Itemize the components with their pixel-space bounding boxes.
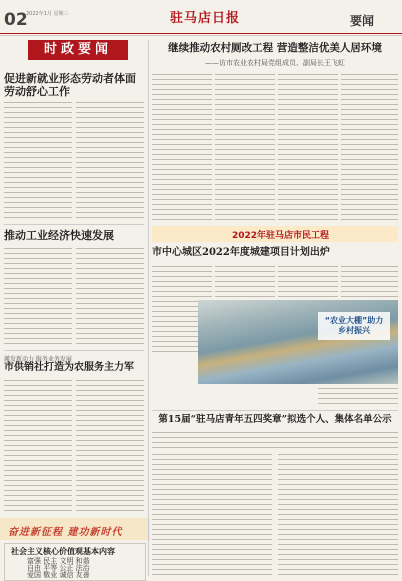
article-body bbox=[152, 72, 212, 222]
article-body bbox=[4, 246, 72, 346]
article-body bbox=[76, 378, 144, 514]
article-body bbox=[4, 100, 72, 218]
core-values-row: 爱国 敬业 诚信 友善 bbox=[27, 571, 90, 579]
article-body bbox=[76, 100, 144, 218]
article-body bbox=[152, 430, 398, 448]
slogan-text: 奋进新征程 建功新时代 bbox=[8, 527, 123, 538]
article-title: 促进新就业形态劳动者体面劳动舒心工作 bbox=[4, 72, 136, 98]
core-values-row: 自由 平等 公正 法治 bbox=[27, 564, 90, 572]
header-divider bbox=[0, 33, 402, 34]
article-divider bbox=[152, 410, 398, 411]
name-list bbox=[152, 452, 272, 576]
page-header bbox=[0, 0, 402, 34]
program-band bbox=[152, 226, 398, 242]
article-body bbox=[4, 378, 72, 514]
slogan-banner bbox=[0, 518, 150, 540]
article-title: 市中心城区2022年度城建项目计划出炉 bbox=[152, 247, 330, 258]
photo-caption: “农业大棚”助力乡村振兴 bbox=[324, 316, 384, 335]
section-title: 要闻 bbox=[350, 14, 375, 28]
lead-subheadline: ——访市农业农村局党组成员、副局长王飞虹 bbox=[205, 59, 345, 67]
column-banner: 时政要闻 bbox=[28, 40, 128, 60]
article-divider bbox=[4, 224, 144, 225]
issue-date: 2022年1月 星期三 bbox=[26, 11, 69, 17]
article-body bbox=[341, 72, 398, 222]
program-band-text: 2022年驻马店市民工程 bbox=[232, 231, 330, 241]
article-title: 推动工业经济快速发展 bbox=[4, 229, 114, 242]
core-values-row: 富强 民主 文明 和谐 bbox=[27, 557, 90, 565]
page-number: 02 bbox=[4, 10, 28, 30]
article-title: 第15届“驻马店青年五四奖章”拟选个人、集体名单公示 bbox=[158, 414, 392, 425]
article-body bbox=[215, 72, 275, 222]
name-list bbox=[278, 452, 398, 576]
article-kicker: 激发新动力 服务业务发展 bbox=[4, 356, 72, 363]
photo-credit bbox=[318, 386, 398, 406]
newspaper-logo: 驻马店日报 bbox=[170, 11, 241, 26]
article-title: 市供销社打造为农服务主力军 bbox=[4, 362, 134, 373]
article-body bbox=[76, 246, 144, 346]
core-values-box bbox=[4, 543, 146, 581]
lead-headline: 继续推动农村厕改工程 营造整洁优美人居环境 bbox=[168, 42, 382, 54]
photo-caption-box bbox=[318, 312, 390, 340]
article-body bbox=[278, 72, 338, 222]
column-divider bbox=[148, 40, 149, 576]
header-divider-thin bbox=[0, 35, 402, 36]
article-divider bbox=[4, 350, 144, 351]
core-values-title: 社会主义核心价值观基本内容 bbox=[11, 547, 115, 556]
